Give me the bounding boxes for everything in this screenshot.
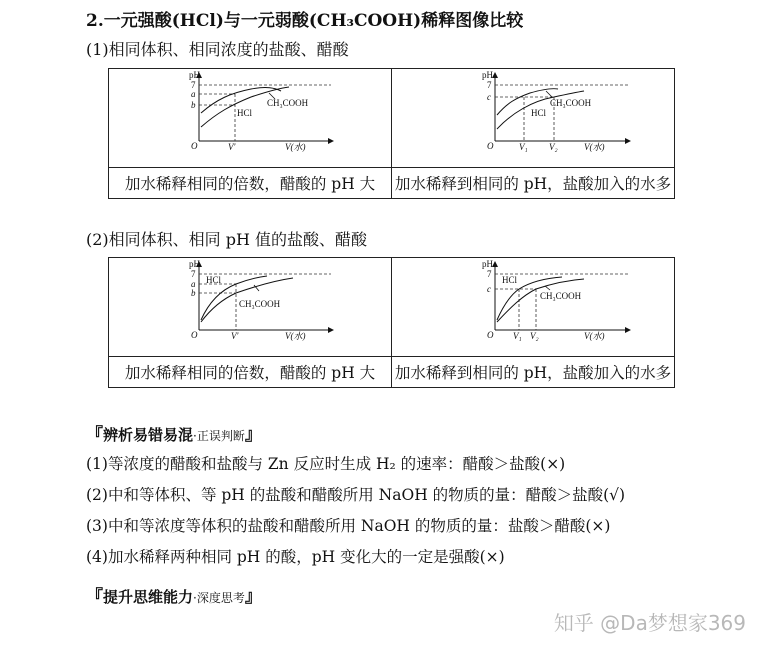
part1-left-chart: [109, 69, 391, 167]
section-tag-bianxi: [86, 420, 262, 445]
section-tag-small: 深度思考: [196, 591, 245, 605]
v2-tick: V₂: [530, 331, 539, 341]
part2-right-graph: [392, 258, 675, 357]
close-bracket: 』: [244, 425, 262, 445]
tick-b: b: [191, 100, 196, 110]
tick-b: b: [191, 288, 196, 298]
judgement-item-3: (3)中和等浓度等体积的盐酸和醋酸所用 NaOH 的物质的量：盐酸＞醋酸(×): [86, 517, 611, 535]
section-tag-sep: ·: [193, 429, 197, 443]
part1-table: [108, 68, 675, 199]
part1-right-caption: 加水稀释到相同的 pH，盐酸加入的水多: [392, 168, 675, 199]
tick-c: c: [487, 284, 491, 294]
x-axis-label: V(水): [285, 331, 306, 341]
judgement-item-2: (2)中和等体积、等 pH 的盐酸和醋酸所用 NaOH 的物质的量：醋酸＞盐酸(√): [86, 486, 626, 504]
v-tick: V′: [228, 142, 236, 152]
part2-table: [108, 257, 675, 388]
ch3cooh-label: CH₃COOH: [540, 291, 582, 301]
part2-title: (2)相同体积、相同 pH 值的盐酸、醋酸: [86, 230, 368, 249]
y-axis-label: pH: [482, 70, 493, 80]
ch3cooh-pointer: [545, 286, 550, 290]
tick-a: a: [191, 279, 196, 289]
open-bracket: 『: [86, 425, 103, 445]
x-axis-label: V(水): [584, 331, 605, 341]
section-tag-label: 提升思维能力: [103, 588, 194, 606]
origin-label: O: [191, 330, 198, 340]
tick-c: c: [487, 92, 491, 102]
part2-left-graph: [109, 258, 392, 357]
section-tag-label: 辨析易错易混: [103, 426, 194, 444]
ch3cooh-curve: [497, 89, 558, 115]
section-heading: 2.一元强酸(HCl)与一元弱酸(CH₃COOH)稀释图像比较: [86, 11, 524, 31]
part1-right-chart: [392, 69, 674, 167]
open-bracket: 『: [86, 587, 103, 607]
section-tag-sep: ·: [193, 591, 197, 605]
x-axis-label: V(水): [285, 142, 306, 152]
part2-left-chart: [109, 258, 391, 356]
y-axis-label: pH: [482, 259, 493, 269]
tick-7: 7: [191, 269, 196, 279]
ch3cooh-label: CH₃COOH: [550, 98, 592, 108]
tick-7: 7: [487, 80, 492, 90]
hcl-label: HCl: [206, 275, 222, 285]
part1-left-caption: 加水稀释相同的倍数，醋酸的 pH 大: [109, 168, 392, 199]
v1-tick: V₁: [513, 331, 522, 341]
tick-a: a: [191, 89, 196, 99]
part2-right-chart: [392, 258, 674, 356]
zhihu-watermark: 知乎 @Da梦想家369: [553, 611, 746, 635]
v2-tick: V₂: [549, 142, 558, 152]
part1-title: (1)相同体积、相同浓度的盐酸、醋酸: [86, 40, 349, 59]
y-axis-label: pH: [189, 70, 200, 80]
ch3cooh-label: CH₃COOH: [239, 299, 281, 309]
part1-left-graph: [109, 69, 392, 168]
v-tick: V′: [231, 331, 239, 341]
origin-label: O: [487, 141, 494, 151]
hcl-label: HCl: [237, 108, 253, 118]
part2-right-caption: 加水稀释到相同的 pH，盐酸加入的水多: [392, 357, 675, 388]
hcl-label: HCl: [502, 275, 518, 285]
judgement-item-4: (4)加水稀释两种相同 pH 的酸，pH 变化大的一定是强酸(×): [86, 548, 505, 566]
origin-label: O: [191, 141, 198, 151]
v1-tick: V₁: [519, 142, 528, 152]
hcl-label: HCl: [531, 108, 547, 118]
ch3cooh-pointer: [546, 91, 552, 97]
judgement-item-1: (1)等浓度的醋酸和盐酸与 Zn 反应时生成 H₂ 的速率：醋酸＞盐酸(×): [86, 455, 566, 473]
origin-label: O: [487, 330, 494, 340]
tick-7: 7: [487, 269, 492, 279]
ch3cooh-label: CH₃COOH: [267, 98, 309, 108]
section-tag-tisheng: [86, 582, 262, 607]
section-tag-small: 正误判断: [196, 429, 245, 443]
tick-7: 7: [191, 80, 196, 90]
x-axis-label: V(水): [584, 142, 605, 152]
part2-left-caption: 加水稀释相同的倍数，醋酸的 pH 大: [109, 357, 392, 388]
y-axis-label: pH: [189, 259, 200, 269]
part1-right-graph: [392, 69, 675, 168]
close-bracket: 』: [244, 587, 262, 607]
